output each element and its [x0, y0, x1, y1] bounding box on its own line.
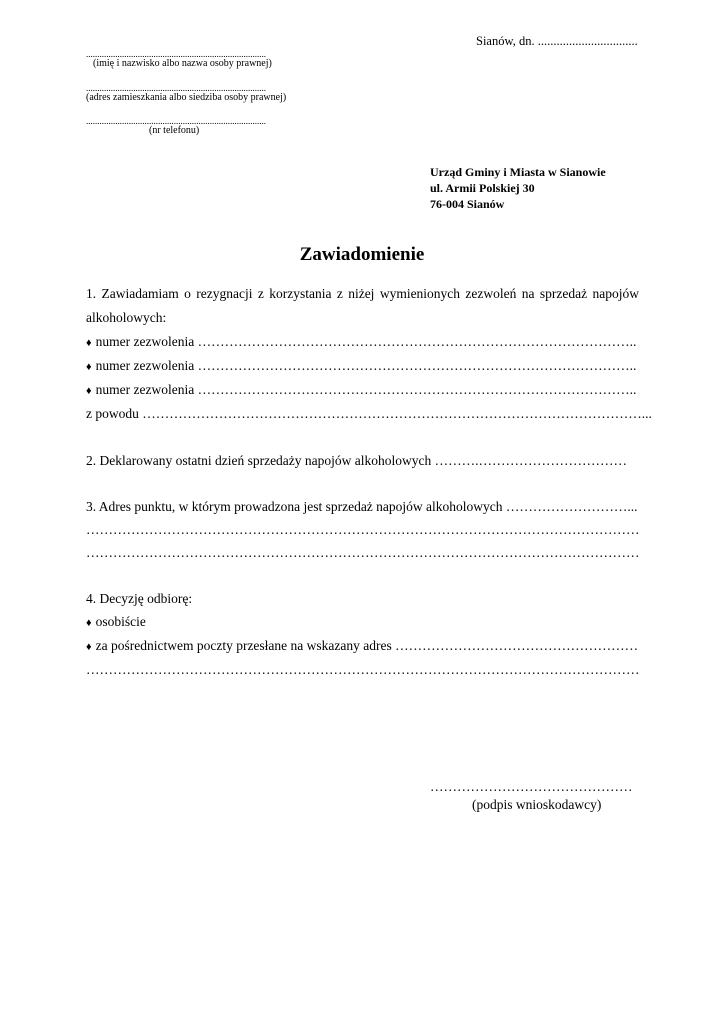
section3-dotted-line-3: ……………………………………………………………………………………………………………	[86, 545, 640, 560]
name-dotted-line: ................................................................................	[86, 49, 266, 59]
recipient-address	[430, 164, 606, 212]
section2-last-sale-day: 2. Deklarowany ostatni dzień sprzedaży napojów alkoholowych ……….……………………………	[86, 453, 628, 468]
permit-item-1	[86, 334, 636, 350]
bullet-icon: ♦	[86, 617, 92, 629]
section1-intro-line1: 1. Zawiadamiam o rezygnacji z korzystania z niżej wymienionych zezwoleń na sprzedaż napojów	[86, 286, 639, 301]
pickup-option-in-person	[86, 614, 146, 630]
document-title: Zawiadomienie	[299, 244, 425, 265]
permit-item-2	[86, 358, 636, 374]
permit-number-1: numer zezwolenia ……………………………………………………………………………………..	[95, 334, 637, 349]
address-caption: (adres zamieszkania albo siedziba osoby prawnej)	[86, 92, 287, 103]
section4-heading: 4. Decyzję odbiorę:	[86, 591, 193, 606]
signature-dotted-line: ………………………………………	[430, 779, 633, 794]
phone-dotted-line: ................................................................................	[86, 116, 266, 126]
permit-number-3: numer zezwolenia ……………………………………………………………………………………..	[95, 382, 637, 397]
phone-caption: (nr telefonu)	[149, 125, 200, 136]
section3-dotted-line-2: ……………………………………………………………………………………………………………	[86, 522, 640, 537]
bullet-icon: ♦	[86, 337, 92, 349]
recipient-line-1: Urząd Gminy i Miasta w Sianowie	[430, 165, 606, 179]
section1-intro-line2: alkoholowych:	[86, 310, 167, 325]
bullet-icon: ♦	[86, 641, 92, 653]
name-caption: (imię i nazwisko albo nazwa osoby prawnej)	[93, 58, 272, 69]
section3-sale-point-address: 3. Adres punktu, w którym prowadzona jest sprzedaż napojów alkoholowych ………………………...	[86, 499, 638, 514]
section4-dotted-line-2: ……………………………………………………………………………………………………………	[86, 662, 640, 677]
option-in-person-label: osobiście	[95, 614, 146, 629]
permit-item-3	[86, 382, 636, 398]
bullet-icon: ♦	[86, 361, 92, 373]
recipient-line-3: 76-004 Sianów	[430, 197, 505, 211]
permit-number-2: numer zezwolenia ……………………………………………………………………………………..	[95, 358, 637, 373]
address-dotted-line: ................................................................................	[86, 83, 266, 93]
bullet-icon: ♦	[86, 385, 92, 397]
recipient-line-2: ul. Armii Polskiej 30	[430, 181, 535, 195]
pickup-option-by-mail	[86, 638, 638, 654]
place-date: Sianów, dn. ................................	[476, 34, 638, 48]
option-by-mail-label: za pośrednictwem poczty przesłane na wskazany adres ………………………………………………	[95, 638, 639, 653]
reason-line: z powodu …………………………………………………………………………………………………...	[86, 406, 652, 421]
signature-caption: (podpis wnioskodawcy)	[472, 797, 602, 812]
